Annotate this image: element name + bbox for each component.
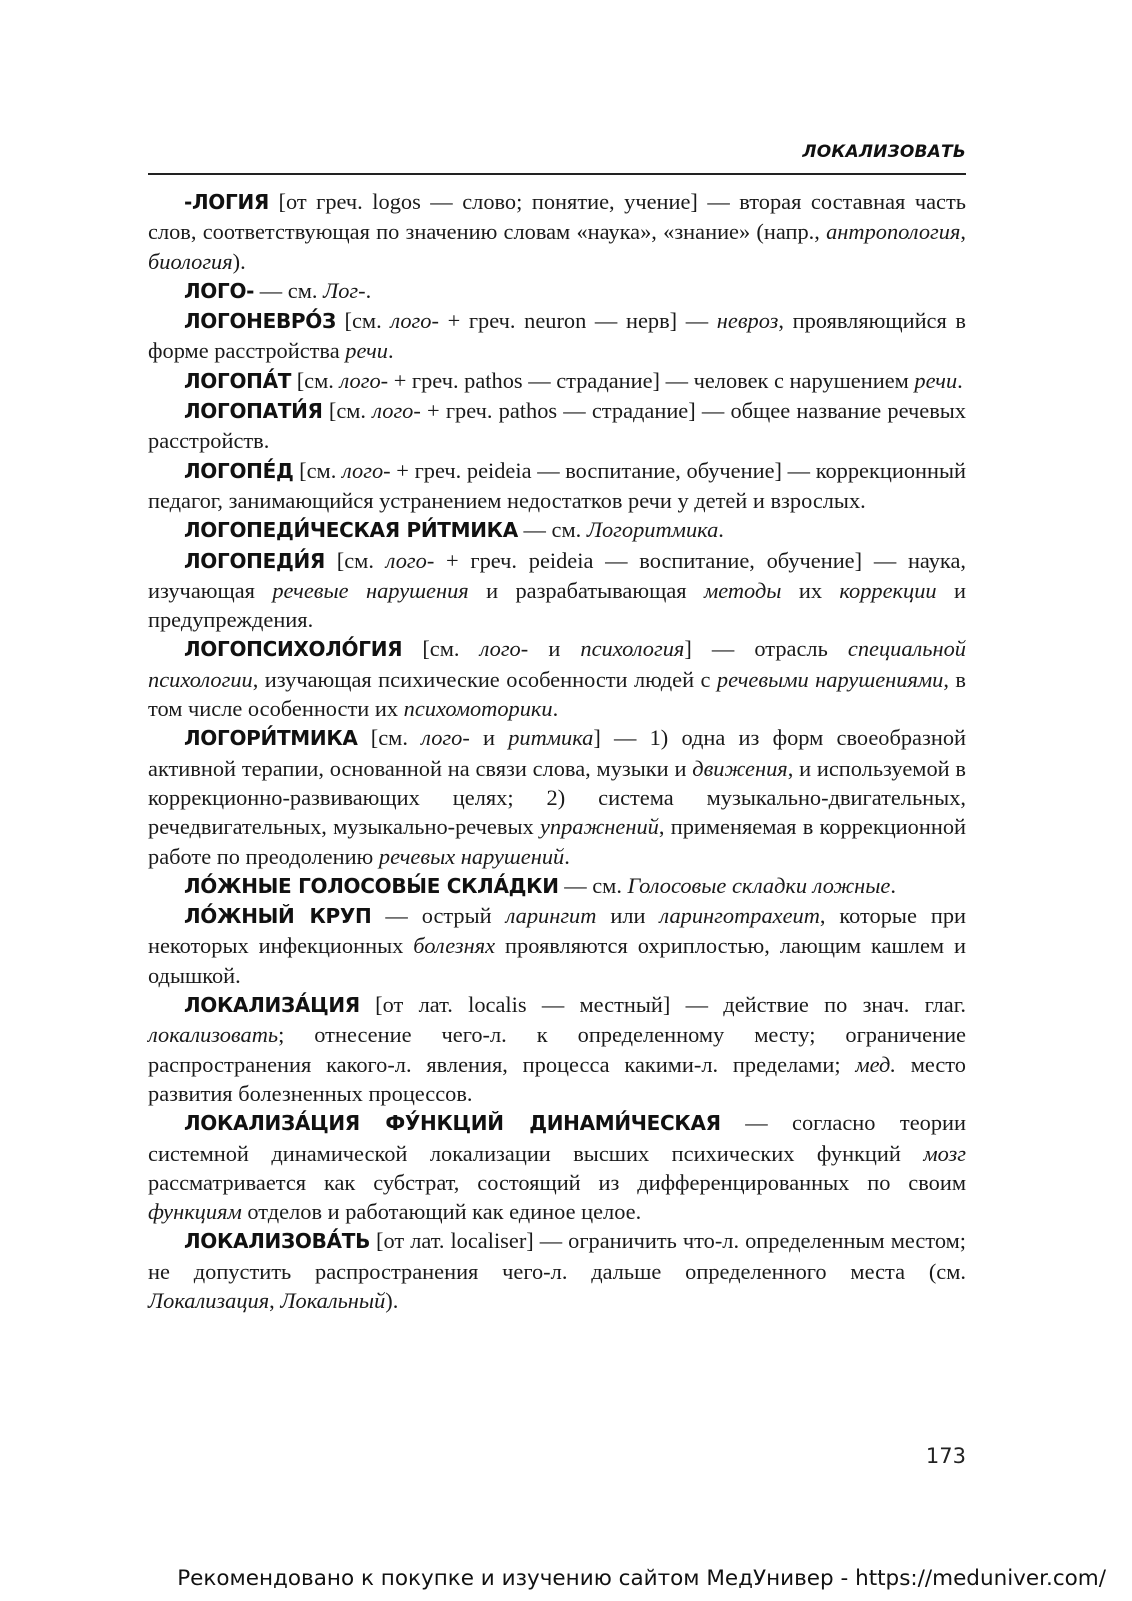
- definition-text: и разрабатывающая: [468, 577, 704, 603]
- definition-text: [см.: [325, 547, 386, 573]
- definition-text: , изучающая психические особенности людей с: [252, 666, 717, 692]
- definition-text: их: [781, 577, 840, 603]
- italic-term: Голосовые складки ложные: [627, 872, 891, 898]
- headword: ЛОКАЛИЗА́ЦИЯ ФУ́НКЦИЙ ДИНАМИ́ЧЕСКАЯ: [184, 1111, 721, 1136]
- definition-text: .: [957, 367, 963, 393]
- italic-term: речевых нарушений: [378, 843, 565, 869]
- definition: [254, 278, 371, 303]
- headword: ЛОГО-: [184, 278, 255, 303]
- definition-text: + греч. pathos — страдание] — человек с нарушением: [388, 367, 915, 393]
- italic-term: лого-: [339, 367, 389, 393]
- definition-text: , которые при некоторых инфекционных: [148, 903, 966, 959]
- definition-text: .: [365, 277, 372, 303]
- headword: ЛО́ЖНЫЙ КРУП: [184, 904, 372, 929]
- entry-logopat: [148, 366, 966, 396]
- definition-text: место развития болезненных процессов.: [148, 1051, 966, 1106]
- italic-term: лого-: [421, 725, 470, 751]
- definition-text: или: [596, 903, 660, 929]
- italic-term: мед.: [855, 1051, 896, 1077]
- entry-logopedicheskaya-ritmika: [148, 515, 966, 545]
- italic-term: ритмика: [508, 725, 594, 751]
- definition-text: , в том числе особенности их: [148, 666, 966, 722]
- definition-text: ] — отрасль: [684, 636, 848, 662]
- entries-list: [148, 187, 966, 1315]
- italic-term: психология: [580, 636, 685, 662]
- header-rule: [148, 173, 966, 175]
- italic-term: Лог-: [323, 277, 366, 303]
- italic-term: речевыми нарушениями: [716, 666, 944, 692]
- entry-lozhnyy-krup: [148, 901, 966, 990]
- italic-term: лого-: [390, 308, 439, 334]
- headword: ЛОГОРИ́ТМИКА: [184, 726, 358, 751]
- footer-link-text[interactable]: Рекомендовано к покупке и изучению сайтом МедУнивер - https://meduniver.com/: [177, 1566, 1106, 1591]
- definition-text: — см.: [558, 872, 628, 898]
- definition-text: + греч. pathos — страдание] — общее название речевых расстройств.: [148, 398, 967, 454]
- headword: ЛОГОПЕ́Д: [184, 458, 294, 483]
- definition-text: [от греч. logos — слово; понятие, учение] — вторая составная часть слов, соответствующая по значению словам «наука», «знание» (напр.,: [148, 189, 966, 245]
- definition-text: ,: [960, 219, 966, 245]
- definition-text: + греч. peideia — воспитание, обучение] — коррекционный педагог, занимающийся устранением недостатков речи у детей и взрослых.: [148, 457, 967, 513]
- italic-term: ларингит: [505, 903, 597, 929]
- headword: ЛОГОПА́Т: [184, 368, 292, 393]
- definition-text: , и используемой в коррекционно-развивающих целях; 2) система музыкально-двигательных, речедвигательных, музыкально-речевых: [148, 755, 966, 840]
- definition-text: + греч. peideia — воспитание, обучение] — наука, изучающая: [148, 547, 967, 603]
- italic-term: локализовать: [148, 1022, 279, 1048]
- italic-term: болезнях: [413, 933, 496, 959]
- headword: -ЛОГИЯ: [184, 190, 269, 214]
- definition-text: ).: [385, 1287, 399, 1313]
- italic-term: движения: [692, 755, 788, 781]
- definition: [148, 189, 966, 274]
- definition-text: .: [387, 338, 394, 364]
- definition-text: ,: [269, 1287, 281, 1313]
- italic-term: коррекции: [839, 577, 937, 603]
- headword: ЛОГОПЕДИ́Я: [184, 548, 326, 573]
- entry-logiya: [148, 187, 966, 276]
- definition-text: — острый: [371, 903, 506, 929]
- headword: ЛОКАЛИЗОВА́ТЬ: [184, 1229, 371, 1254]
- definition-text: ] — 1) одна из форм своеобразной активной терапии, основанной на связи слова, музыки и: [148, 725, 966, 781]
- definition-text: и: [469, 725, 509, 751]
- definition-text: [см.: [335, 308, 391, 334]
- italic-term: речи: [914, 367, 958, 393]
- definition-text: .: [718, 517, 724, 543]
- italic-term: лого-: [372, 398, 421, 424]
- entry-logopediya: [148, 546, 966, 635]
- headword: ЛОКАЛИЗА́ЦИЯ: [184, 993, 360, 1018]
- italic-term: невроз: [716, 308, 779, 334]
- headword: ЛОГОПЕДИ́ЧЕСКАЯ РИ́ТМИКА: [184, 518, 518, 543]
- entry-logo: [148, 276, 966, 306]
- definition: [518, 517, 724, 542]
- definition-text: — см.: [517, 517, 587, 543]
- italic-term: антропология: [826, 219, 961, 245]
- definition-text: [см.: [357, 725, 422, 751]
- definition-text: и предупреждения.: [148, 577, 966, 633]
- entry-logoped: [148, 456, 966, 516]
- italic-term: функциям: [148, 1199, 242, 1225]
- definition-text: отделов и работающий как единое целое.: [241, 1199, 642, 1225]
- definition-text: ).: [232, 248, 246, 274]
- definition-text: , проявляющийся в форме расстройства: [148, 308, 967, 364]
- italic-term: Локализация: [148, 1287, 270, 1313]
- definition-text: [см.: [291, 367, 340, 393]
- definition-text: .: [552, 696, 559, 722]
- italic-term: лого-: [385, 547, 435, 573]
- entry-logopatiya: [148, 396, 966, 456]
- definition-text: рассматривается как субстрат, состоящий из дифференцированных по своим: [148, 1169, 966, 1195]
- italic-term: методы: [703, 577, 782, 603]
- italic-term: специальной психологии: [148, 636, 966, 692]
- definition-text: .: [564, 843, 570, 869]
- definition-text: , применяемая в коррекционной работе по преодолению: [148, 814, 966, 869]
- page-number: 173: [925, 1444, 966, 1468]
- italic-term: лого-: [479, 636, 529, 662]
- entry-logonevroz: [148, 306, 966, 366]
- entry-lozhnye-golosovye-skladki: [148, 871, 966, 901]
- entry-lokalizovat: [148, 1226, 966, 1315]
- headword: ЛОГОПСИХОЛО́ГИЯ: [184, 637, 403, 662]
- italic-term: лого-: [342, 457, 391, 483]
- running-head: ЛОКАЛИЗОВАТЬ: [802, 142, 966, 162]
- definition-text: .: [890, 872, 896, 898]
- entry-lokalizatsiya-funktsiy: [148, 1108, 966, 1226]
- italic-term: упражнений: [539, 814, 659, 840]
- definition: [291, 368, 963, 393]
- headword: ЛО́ЖНЫЕ ГОЛОСОВЫ́Е СКЛА́ДКИ: [184, 873, 559, 898]
- italic-term: Локальный: [280, 1287, 386, 1313]
- definition-text: [см.: [293, 457, 342, 483]
- entry-logopsikhologiya: [148, 634, 966, 723]
- italic-term: речевые нарушения: [272, 577, 469, 603]
- italic-term: речи: [345, 338, 388, 364]
- definition-text: [от лат. localis — местный] — действие по знач. глаг.: [359, 992, 966, 1018]
- definition-text: + греч. neuron — нерв] —: [438, 308, 717, 334]
- definition-text: [от лат. localiser] — ограничить что-л. определенным местом; не допустить распространения чего-л. дальше определенного места (см.: [148, 1228, 966, 1284]
- definition-text: — согласно теории системной динамической локализации высших психических функций: [148, 1110, 966, 1166]
- definition-text: — см.: [254, 277, 324, 303]
- definition-text: проявляются охриплостью, лающим кашлем и одышкой.: [148, 933, 967, 988]
- definition-text: ; отнесение чего-л. к определенному месту; ограничение распространения какого-л. явления, процесса какими-л. пределами;: [148, 1022, 966, 1077]
- definition-text: и: [528, 636, 581, 662]
- italic-term: биология: [148, 248, 233, 274]
- headword: ЛОГОНЕВРО́З: [184, 309, 336, 334]
- headword: ЛОГОПАТИ́Я: [184, 399, 323, 424]
- definition-text: [см.: [402, 636, 480, 662]
- definition: [559, 873, 896, 898]
- entry-logoritmika: [148, 723, 966, 870]
- italic-term: мозг: [923, 1140, 966, 1166]
- entry-lokalizatsiya: [148, 990, 966, 1108]
- definition-text: [см.: [322, 398, 373, 424]
- italic-term: Логоритмика: [586, 517, 719, 543]
- italic-term: психомоторики: [403, 696, 553, 722]
- italic-term: ларинготрахеит: [659, 903, 820, 929]
